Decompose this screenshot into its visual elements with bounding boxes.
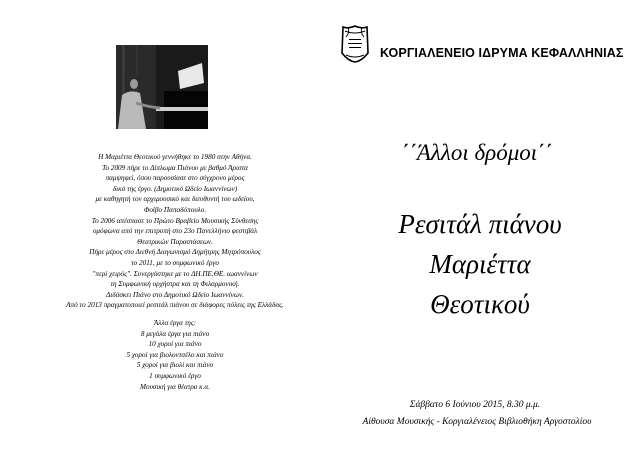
- event-date-time: Σάββατο 6 Ιούνιου 2015, 8.30 μ.μ.: [409, 400, 541, 410]
- bio-line: τη Συμφωνική ορχήστρα και τη Φιλαρμονική.: [110, 280, 240, 289]
- works-item: Μουσική για θέατρο κ.α.: [140, 382, 210, 391]
- organization-name: ΚΟΡΓΙΑΛΕΝΕΙΟ ΙΔΡΥΜΑ ΚΕΦΑΛΛΗΝΙΑΣ: [380, 46, 624, 60]
- bio-line: "περί χειρός". Συνεργάστηκε με το ΔΗ.ΠΕ.ΘΕ. ιωαννίνων: [92, 269, 258, 278]
- bio-line: το 2011, με το συμφωνικό έργο: [131, 258, 219, 267]
- works-item: 8 μεγάλα έργα για πιάνο: [140, 329, 210, 338]
- bio-line: Το 2006 απέσπασε το Πρώτο Βραβείο Μουσικής Σύνθεσης: [91, 216, 259, 225]
- bio-line: ομόφωνα από την επιτροπή στο 23ο Πανελλήνιο φεστιβάλ: [92, 227, 258, 236]
- bio-line: Διδάσκει Πιάνο στο Δημοτικό Ωδείο Ιωαννίνων.: [106, 290, 244, 299]
- works-item: 10 χοροί για πιάνο: [148, 340, 202, 349]
- works-item: 5 χοροί για βιολί και πιάνο: [136, 361, 214, 370]
- performer-last-name: Θεοτικού: [430, 289, 530, 319]
- bio-line: δικό της έργο. (Δημοτικό Ωδείο Ιωαννίνων): [112, 184, 238, 193]
- event-venue: Αίθουσα Μουσικής - Κοργιαλένειος Βιβλιοθήκη Αργοστολίου: [362, 417, 592, 427]
- recital-line: Ρεσιτάλ πιάνου: [398, 209, 562, 239]
- biography: [30, 152, 320, 311]
- works-heading: Άλλα έργα της:: [153, 319, 197, 327]
- performer-first-name: Μαριέττα: [429, 249, 531, 279]
- foundation-emblem-icon: [340, 25, 370, 63]
- recital-heading: [360, 204, 600, 324]
- bio-line: Η Μαριέττα Θεοτικού γεννήθηκε το 1980 στην Αθήνα.: [98, 153, 252, 161]
- works-item: 5 χοροί για βιολοντσέλο και πιάνο: [126, 350, 224, 359]
- bio-line: με καθηγητή τον αρχιμουσικό και διευθυντή του ωδείου,: [95, 195, 255, 204]
- bio-line: Από το 2013 πραγματοποιεί ρεσιτάλ πιάνου σε διάφορες πόλεις της Ελλάδας.: [66, 301, 284, 310]
- concert-title: ΄΄Άλλοι δρόμοι΄΄: [401, 140, 553, 165]
- pianist-photo: [116, 45, 208, 129]
- works-item: 1 συμφωνικό έργο: [149, 371, 201, 380]
- bio-line: Πήρε μέρος στο Διεθνή Διαγωνισμό Δημήτρης Μητρόπουλος: [89, 248, 261, 257]
- bio-line: Το 2009 πήρε το Δίπλωμα Πιάνου με βαθμό Άριστα: [102, 163, 248, 172]
- bio-line: Φοίβο Παπαδόπουλο.: [143, 205, 207, 214]
- bio-line: Θεατρικών Παραστάσεων.: [137, 237, 213, 246]
- bio-line: παμψηφεί, όπου παρουσίασε στο σύγχρονο μέρος: [105, 174, 245, 183]
- other-works: [80, 318, 270, 392]
